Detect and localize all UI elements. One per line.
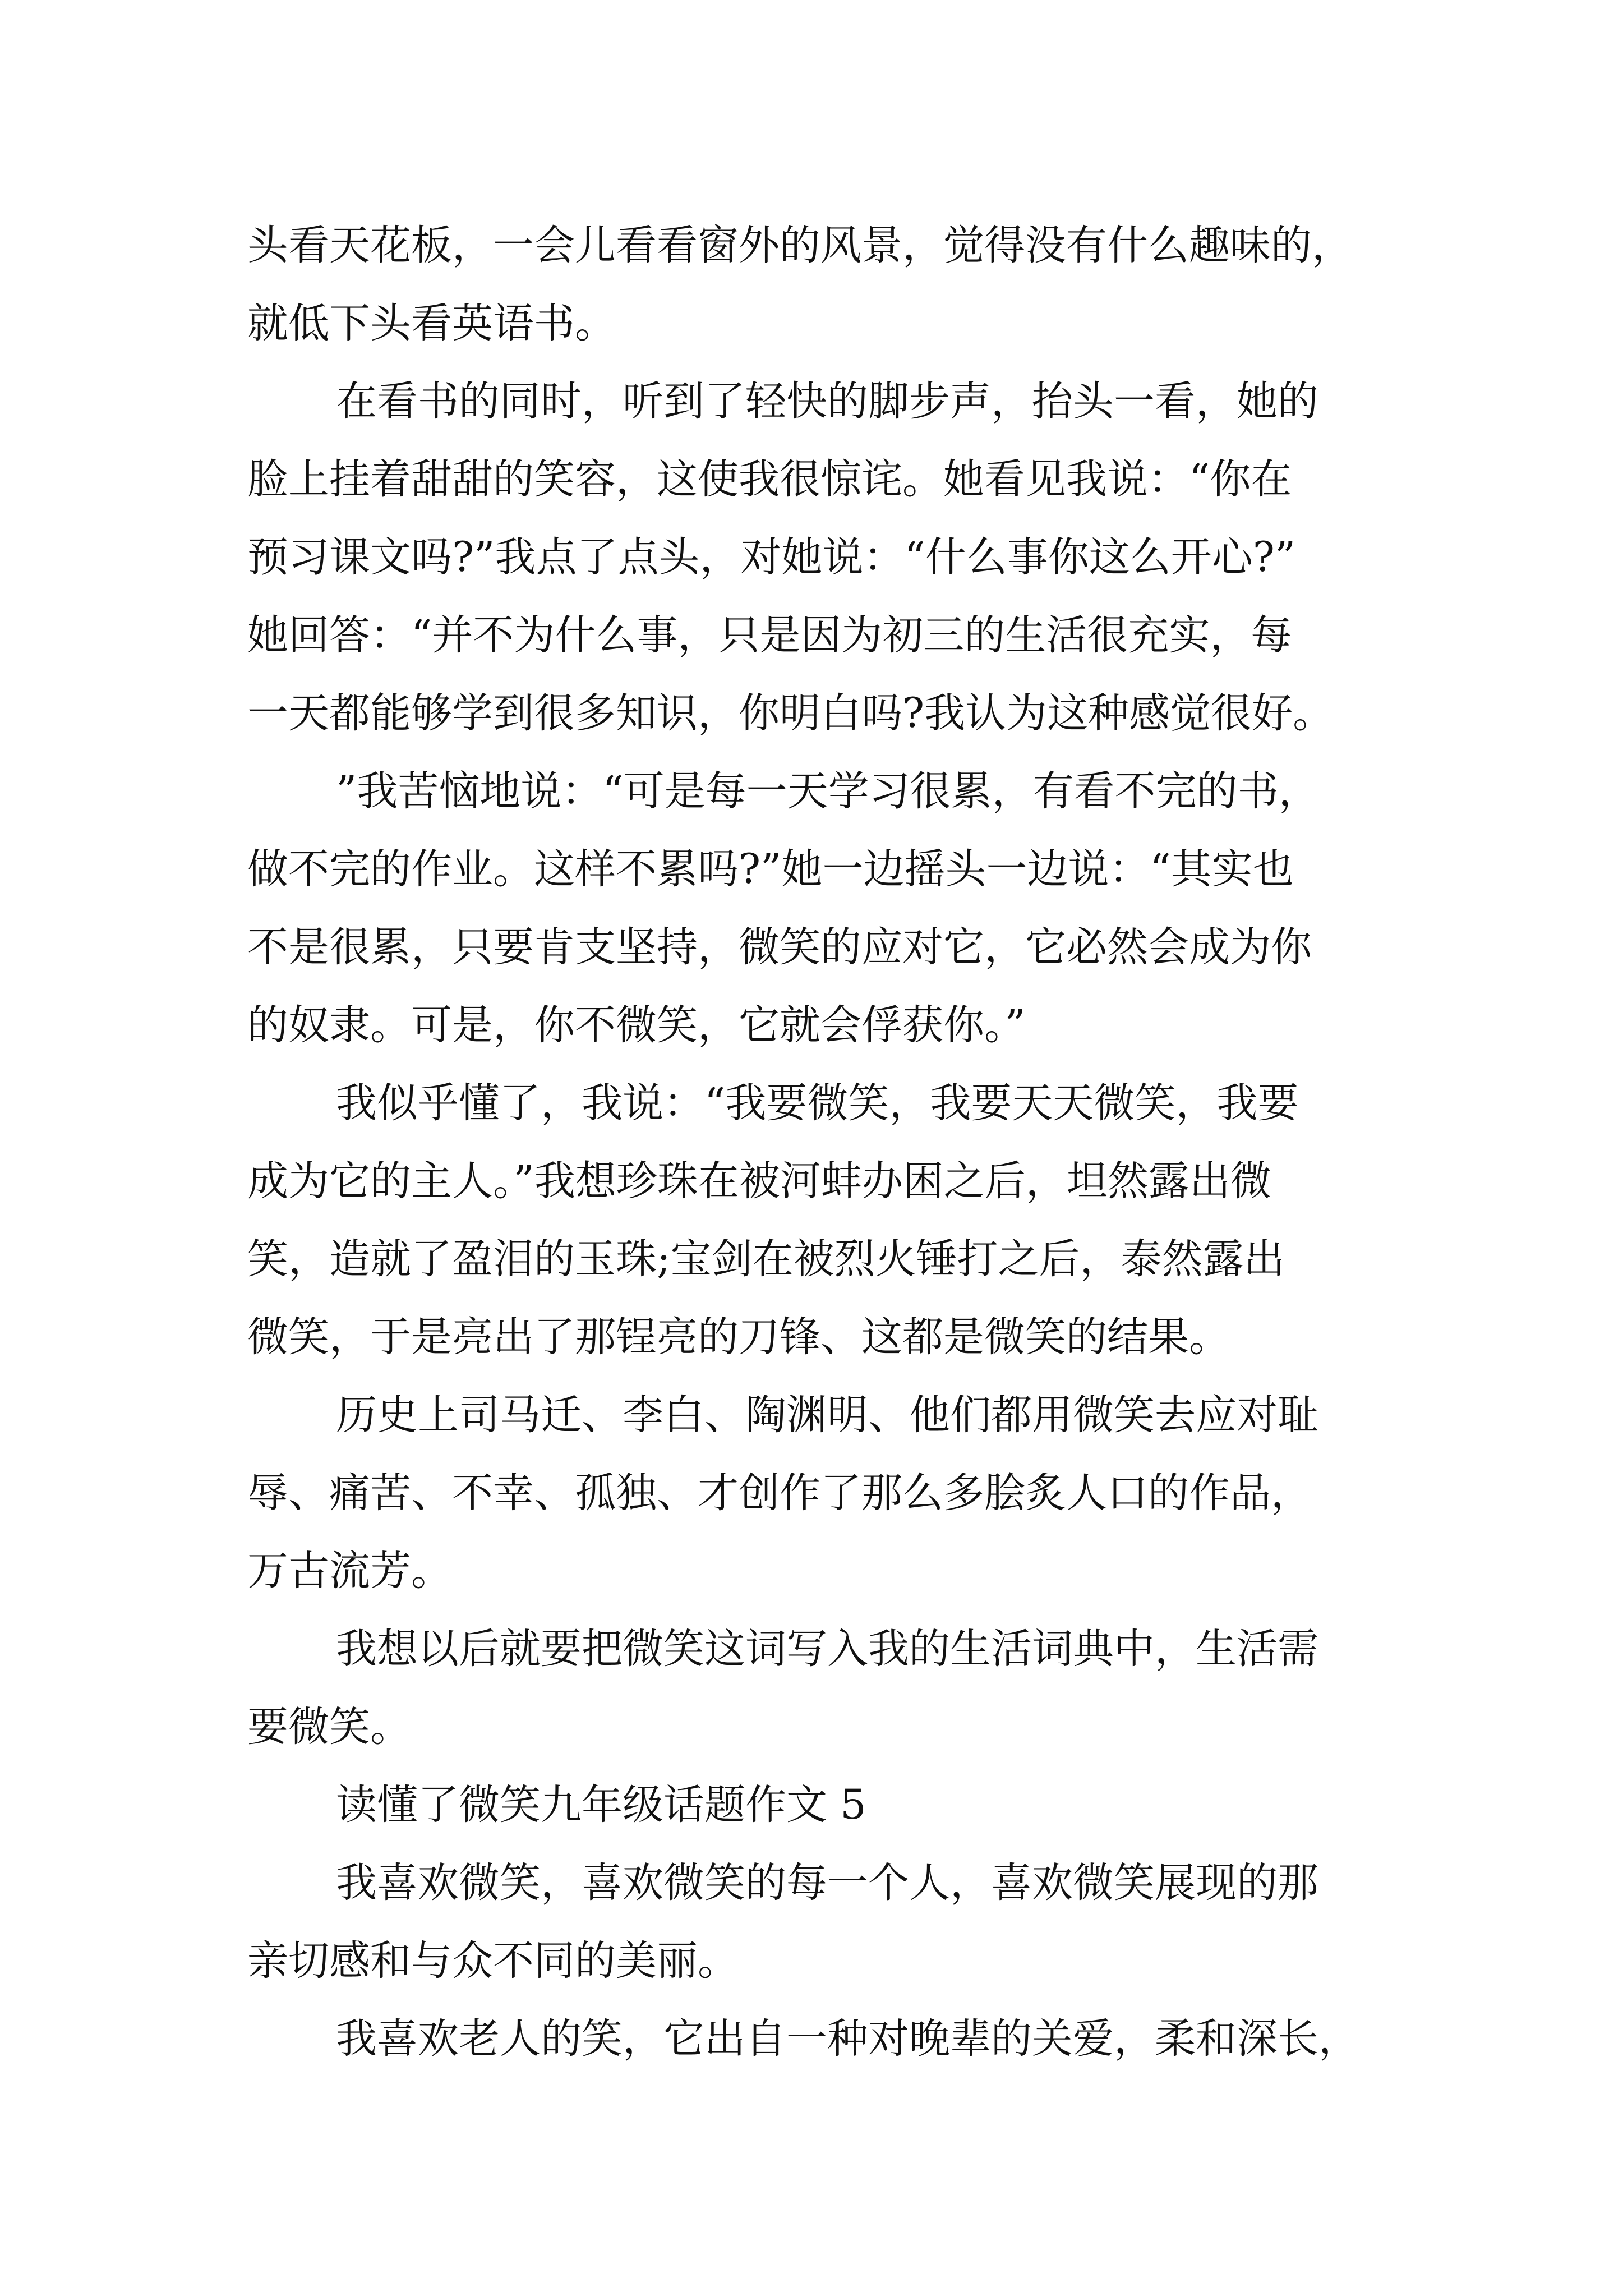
text-line: 万古流芳。 [247,1547,452,1595]
text-line: 读懂了微笑九年级话题作文 5 [336,1781,866,1829]
text-line: 的奴隶。可是，你不微笑，它就会俘获你。” [247,1001,1026,1049]
text-line: 我喜欢老人的笑，它出自一种对晚辈的关爱，柔和深长， [336,2015,1359,2063]
text-line: 预习课文吗?”我点了点头，对她说：“什么事你这么开心?” [247,533,1296,581]
text-line: 就低下头看英语书。 [247,300,616,347]
text-line: 在看书的同时，听到了轻快的脚步声，抬头一看，她的 [336,378,1318,425]
text-line: ”我苦恼地说：“可是每一天学习很累，有看不完的书， [336,767,1320,815]
text-line: 头看天花板，一会儿看看窗外的风景，觉得没有什么趣味的， [247,222,1353,269]
text-line: 我喜欢微笑，喜欢微笑的每一个人，喜欢微笑展现的那 [336,1859,1318,1907]
text-line: 脸上挂着甜甜的笑容，这使我很惊诧。她看见我说：“你在 [247,455,1292,503]
text-line: 不是很累，只要肯支坚持，微笑的应对它，它必然会成为你 [247,923,1312,971]
text-line: 成为它的主人。”我想珍珠在被河蚌办困之后，坦然露出微 [247,1157,1271,1205]
text-line: 亲切感和与众不同的美丽。 [247,1937,739,1985]
text-line: 辱、痛苦、不幸、孤独、才创作了那么多脍炙人口的作品， [247,1469,1312,1517]
document-body [247,206,1391,2078]
text-line: 我似乎懂了，我说：“我要微笑，我要天天微笑，我要 [336,1079,1299,1127]
text-line: 要微笑。 [247,1703,411,1751]
text-line: 做不完的作业。这样不累吗?”她一边摇头一边说：“其实也 [247,845,1294,893]
text-line: 一天都能够学到很多知识，你明白吗?我认为这种感觉很好。 [247,689,1334,737]
text-line: 历史上司马迁、李白、陶渊明、他们都用微笑去应对耻 [336,1391,1318,1439]
text-line: 她回答：“并不为什么事，只是因为初三的生活很充实，每 [247,611,1292,659]
text-line: 我想以后就要把微笑这词写入我的生活词典中，生活需 [336,1625,1318,1673]
text-line: 笑，造就了盈泪的玉珠;宝剑在被烈火锤打之后，泰然露出 [247,1235,1285,1283]
text-line: 微笑，于是亮出了那锃亮的刀锋、这都是微笑的结果。 [247,1313,1230,1361]
